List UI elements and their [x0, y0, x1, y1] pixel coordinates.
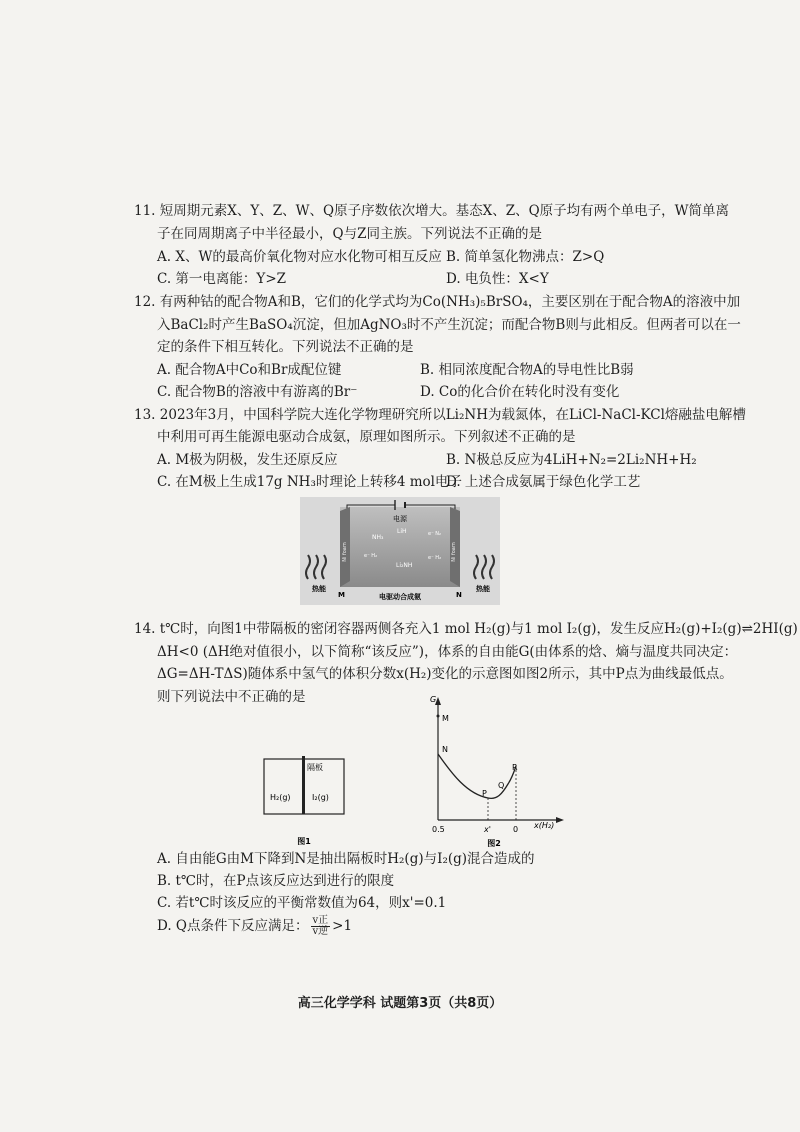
tick-0-5: 0.5: [432, 825, 445, 834]
x-axis-arrow: [556, 817, 564, 823]
figure2-caption: 图2: [487, 839, 501, 848]
ratio-numerator: v正: [312, 915, 329, 926]
lih-label: LiH: [397, 528, 407, 535]
left-gas-label: H₂(g): [270, 793, 291, 802]
x-axis-label: x(H₂): [534, 821, 555, 830]
q12-stem-line3: 定的条件下相互转化。下列说法不正确的是: [157, 339, 414, 355]
q12-option-a: A. 配合物A中Co和Br成配位键: [157, 362, 342, 378]
power-label: 电源: [393, 515, 407, 523]
q14-stem-line3: ΔG=ΔH-TΔS)随体系中氢气的体积分数x(H₂)变化的示意图如图2所示，其中P点为曲线最低点。: [157, 666, 733, 682]
q13-option-d: D. 上述合成氨属于绿色化学工艺: [446, 474, 641, 490]
point-r-label: R: [512, 763, 518, 772]
heat-label-right: 热能: [476, 585, 490, 593]
heat-label-left: 热能: [312, 585, 326, 593]
electrode-m-label: M: [338, 591, 345, 599]
q11-option-b: B. 简单氢化物沸点：Z>Q: [446, 249, 605, 265]
e-h2-left-label: e⁻ H₂: [364, 553, 378, 559]
q12-option-c: C. 配合物B的溶液中有游离的Br⁻: [157, 384, 358, 400]
q13-option-b: B. N极总反应为4LiH+N₂=2Li₂NH+H₂: [446, 452, 697, 468]
q14-stem-line1: 14. t℃时，向图1中带隔板的密闭容器两侧各充入1 mol H₂(g)与1 mol I₂(g)，发生反应H₂(g)+I₂(g)⇌2HI(g): [134, 621, 798, 637]
ratio-denominator: v逆: [312, 926, 329, 937]
y-axis-label: G: [430, 695, 437, 704]
page-footer: 高三化学学科 试题第3页（共8页）: [297, 996, 503, 1011]
q13-option-c: C. 在M极上生成17g NH₃时理论上转移4 mol电子: [157, 474, 462, 490]
q13-stem-line1: 13. 2023年3月，中国科学院大连化学物理研究所以Li₂NH为载氮体，在LiCl-NaCl-KCl熔融盐电解槽: [134, 407, 746, 423]
velocity-ratio: [311, 916, 331, 937]
q14-option-b: B. t℃时，在P点该反应达到进行的限度: [157, 873, 395, 889]
q13-stem-line2: 中利用可再生能源电驱动合成氨，原理如图所示。下列叙述不正确的是: [157, 429, 576, 445]
q11-option-a: A. X、W的最高价氧化物对应水化物可相互反应: [157, 249, 442, 265]
e-n2-label: e⁻ N₂: [428, 531, 442, 537]
q11-stem-line1: 11. 短周期元素X、Y、Z、W、Q原子序数依次增大。基态X、Z、Q原子均有两个单电子，W简单离: [134, 203, 730, 219]
q14-option-d-suffix: >1: [332, 918, 353, 934]
g-curve: [438, 754, 516, 798]
figure1-container: [262, 756, 348, 851]
q11-option-c: C. 第一电离能：Y>Z: [157, 271, 287, 287]
right-gas-label: I₂(g): [312, 793, 329, 802]
partition-bar: [302, 756, 305, 814]
q14-option-d-prefix: D. Q点条件下反应满足：: [157, 918, 309, 934]
diagram-caption: 电驱动合成氨: [379, 593, 421, 601]
e-h2-right-label: e⁻ H₂: [428, 555, 442, 561]
nh3-label: NH₃: [372, 534, 384, 541]
point-q-label: Q: [498, 781, 505, 790]
q14-option-c: C. 若t℃时该反应的平衡常数值为64，则x'=0.1: [157, 895, 447, 911]
q14-stem-line4: 则下列说法中不正确的是: [157, 689, 306, 705]
q14-option-a: A. 自由能G由M下降到N是抽出隔板时H₂(g)与I₂(g)混合造成的: [157, 851, 535, 867]
li2nh-label: Li₂NH: [396, 562, 413, 569]
point-m: [437, 715, 440, 718]
q13-option-a: A. M极为阴极，发生还原反应: [157, 452, 338, 468]
right-electrode-label: Ni foam: [451, 542, 457, 562]
tick-0: 0: [513, 825, 519, 834]
q11-stem-line2: 子在同周期离子中半径最小，Q与Z同主族。下列说法不正确的是: [157, 226, 542, 242]
q11-option-d: D. 电负性：X<Y: [446, 271, 549, 287]
tick-x-prime: x': [484, 825, 491, 834]
q12-stem-line2: 入BaCl₂时产生BaSO₄沉淀，但加AgNO₃时不产生沉淀；而配合物B则与此相反。但两者可以在一: [157, 317, 741, 333]
figure1-caption: 图1: [297, 837, 311, 846]
point-m-label: M: [442, 714, 449, 723]
q14-option-d: [157, 916, 352, 937]
left-electrode-label: Ni foam: [342, 542, 348, 562]
electrode-n-label: N: [456, 591, 462, 599]
q14-stem-line2: ΔH<0 (ΔH绝对值很小，以下简称“该反应”)，体系的自由能G(由体系的焓、熵与温度共同决定：: [157, 644, 738, 660]
point-p-label: P: [482, 789, 487, 798]
partition-label: 隔板: [307, 763, 323, 772]
q12-stem-line1: 12. 有两种钴的配合物A和B，它们的化学式均为Co(NH₃)₅BrSO₄，主要区别在于配合物A的溶液中加: [134, 294, 741, 310]
electrolysis-diagram: [300, 497, 500, 605]
point-n-label: N: [442, 745, 448, 754]
q12-option-d: D. Co的化合价在转化时没有变化: [420, 384, 620, 400]
q12-option-b: B. 相同浓度配合物A的导电性比B弱: [420, 362, 634, 378]
figure2-graph: [422, 694, 572, 852]
